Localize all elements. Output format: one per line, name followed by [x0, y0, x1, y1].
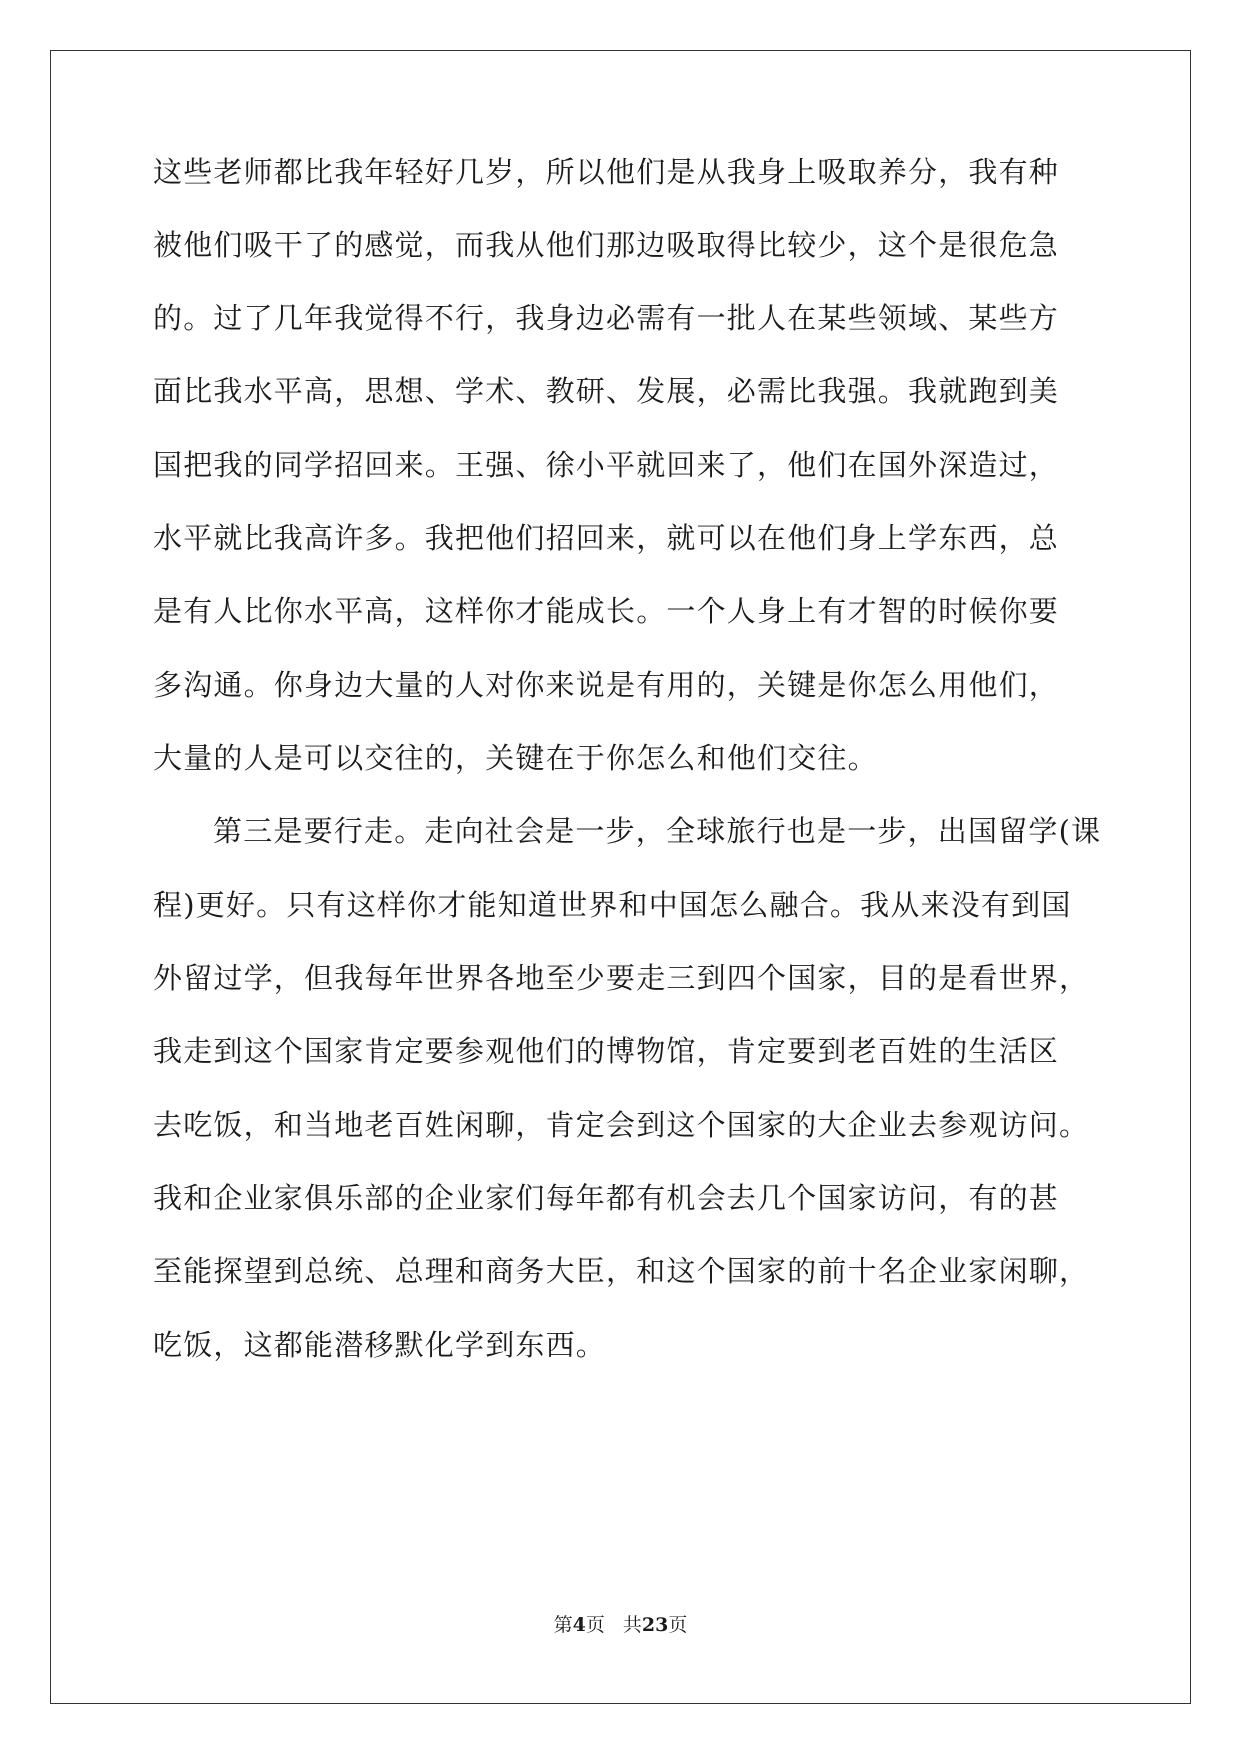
text-line: 去吃饭，和当地老百姓闲聊，肯定会到这个国家的大企业去参观访问。: [153, 1108, 1090, 1142]
page-suffix: 页: [585, 1614, 605, 1636]
text-line: 面比我水平高，思想、学术、教研、发展，必需比我强。我就跑到美: [153, 374, 1060, 408]
text-line: 被他们吸干了的感觉，而我从他们那边吸取得比较少，这个是很危急: [153, 228, 1060, 262]
page-prefix: 第: [553, 1614, 573, 1636]
total-pages: 23: [641, 1614, 669, 1636]
text-line: 是有人比你水平高，这样你才能成长。一个人身上有才智的时候你要: [153, 594, 1060, 628]
text-line: 外留过学，但我每年世界各地至少要走三到四个国家，目的是看世界，: [153, 961, 1090, 995]
total-suffix: 页: [668, 1614, 688, 1636]
page-footer: [0, 1613, 1241, 1637]
text-line: 国把我的同学招回来。王强、徐小平就回来了，他们在国外深造过，: [153, 448, 1060, 482]
page-number: 4: [572, 1614, 586, 1636]
text-line: 的。过了几年我觉得不行，我身边必需有一批人在某些领域、某些方: [153, 301, 1060, 335]
text-line: 这些老师都比我年轻好几岁，所以他们是从我身上吸取养分，我有种: [153, 155, 1060, 189]
text-line: 我和企业家俱乐部的企业家们每年都有机会去几个国家访问，有的甚: [153, 1181, 1060, 1215]
paragraph-first-line: 第三是要行走。走向社会是一步，全球旅行也是一步，出国留学(课: [213, 814, 1102, 848]
total-prefix: 共: [622, 1614, 642, 1636]
text-line: 大量的人是可以交往的，关键在于你怎么和他们交往。: [153, 741, 878, 775]
text-line: 程)更好。只有这样你才能知道世界和中国怎么融合。我从来没有到国: [153, 888, 1072, 922]
text-line: 至能探望到总统、总理和商务大臣，和这个国家的前十名企业家闲聊，: [153, 1254, 1090, 1288]
text-line: 我走到这个国家肯定要参观他们的博物馆，肯定要到老百姓的生活区: [153, 1034, 1060, 1068]
text-line: 水平就比我高许多。我把他们招回来，就可以在他们身上学东西，总: [153, 521, 1060, 555]
text-line: 多沟通。你身边大量的人对你来说是有用的，关键是你怎么用他们，: [153, 668, 1060, 702]
text-line: 吃饭，这都能潜移默化学到东西。: [153, 1328, 607, 1362]
